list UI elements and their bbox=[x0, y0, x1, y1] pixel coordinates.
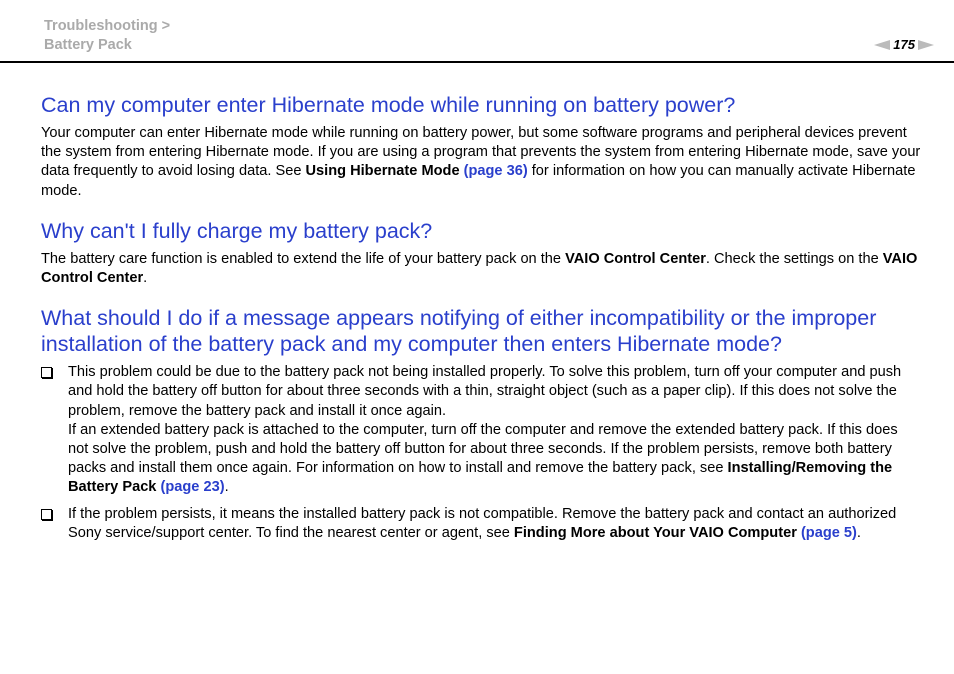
checkbox-bullet-icon bbox=[41, 509, 52, 520]
content bbox=[41, 92, 921, 560]
text: If an extended battery pack is attached to the computer, turn off the computer and remove the extended battery pack. If this does not solve the problem, push and hold the battery off button for about three seconds. If the problem persists, remove both battery packs and install them once again. For information on how to install and remove the battery pack, see bbox=[68, 421, 898, 477]
previous-page-arrow-icon[interactable] bbox=[874, 40, 890, 50]
page-number: 175 bbox=[893, 37, 915, 52]
section-incompatibility bbox=[41, 305, 921, 543]
breadcrumb-battery-pack: Battery Pack bbox=[44, 37, 132, 53]
text: . Check the settings on the bbox=[705, 250, 883, 267]
section-charge bbox=[41, 218, 921, 288]
text: . bbox=[224, 479, 229, 496]
section-heading: Why can't I fully charge my battery pack? bbox=[41, 218, 433, 243]
paragraph bbox=[41, 124, 921, 201]
text: This problem could be due to the battery pack not being installed properly. To solve this problem, turn off your computer and push and hold the battery off button for about three seconds with a thin, straight object (such as a paper clip). If this does not solve the problem, remove the battery pack and install it once again. bbox=[68, 364, 902, 419]
page-navigation bbox=[874, 37, 934, 52]
section-heading: What should I do if a message appears notifying of either incompatibility or the improper installation of the battery pack and my computer then enters Hibernate mode? bbox=[41, 306, 877, 357]
list-item bbox=[41, 505, 921, 543]
text: for information on how you can manually activate Hibernate mode. bbox=[41, 163, 916, 199]
bold-text: VAIO Control Center bbox=[565, 250, 706, 267]
page-link[interactable]: (page 36) bbox=[463, 163, 528, 180]
header-divider bbox=[0, 61, 954, 63]
bold-text: VAIO Control Center bbox=[41, 250, 918, 287]
text: If the problem persists, it means the installed battery pack is not compatible. Remove the battery pack and contact an authorized Sony service/support center. To find the nearest center or agent, see bbox=[68, 505, 897, 541]
page-link[interactable]: (page 23) bbox=[160, 479, 225, 496]
paragraph bbox=[41, 250, 921, 288]
section-hibernate bbox=[41, 92, 921, 201]
bold-text: Using Hibernate Mode bbox=[305, 163, 460, 180]
text: The battery care function is enabled to extend the life of your battery pack on the bbox=[41, 250, 566, 267]
text: . bbox=[143, 270, 148, 287]
bullet-list bbox=[41, 363, 921, 543]
checkbox-bullet-icon bbox=[41, 367, 52, 378]
breadcrumb bbox=[44, 17, 170, 55]
text: Your computer can enter Hibernate mode while running on battery power, but some software programs and peripheral devices prevent the system from entering Hibernate mode. If you are using a program that prevents the system from entering Hibernate mode, save your data frequently to avoid losing data. See bbox=[41, 125, 921, 180]
next-page-arrow-icon[interactable] bbox=[918, 40, 934, 50]
breadcrumb-troubleshooting[interactable]: Troubleshooting > bbox=[44, 18, 171, 34]
text: . bbox=[856, 524, 861, 541]
page-link[interactable]: (page 5) bbox=[800, 524, 857, 541]
bold-text: Finding More about Your VAIO Computer bbox=[513, 524, 797, 541]
section-heading: Can my computer enter Hibernate mode while running on battery power? bbox=[41, 93, 736, 117]
list-item bbox=[41, 363, 921, 497]
bold-text: Installing/Removing the Battery Pack bbox=[68, 460, 893, 496]
